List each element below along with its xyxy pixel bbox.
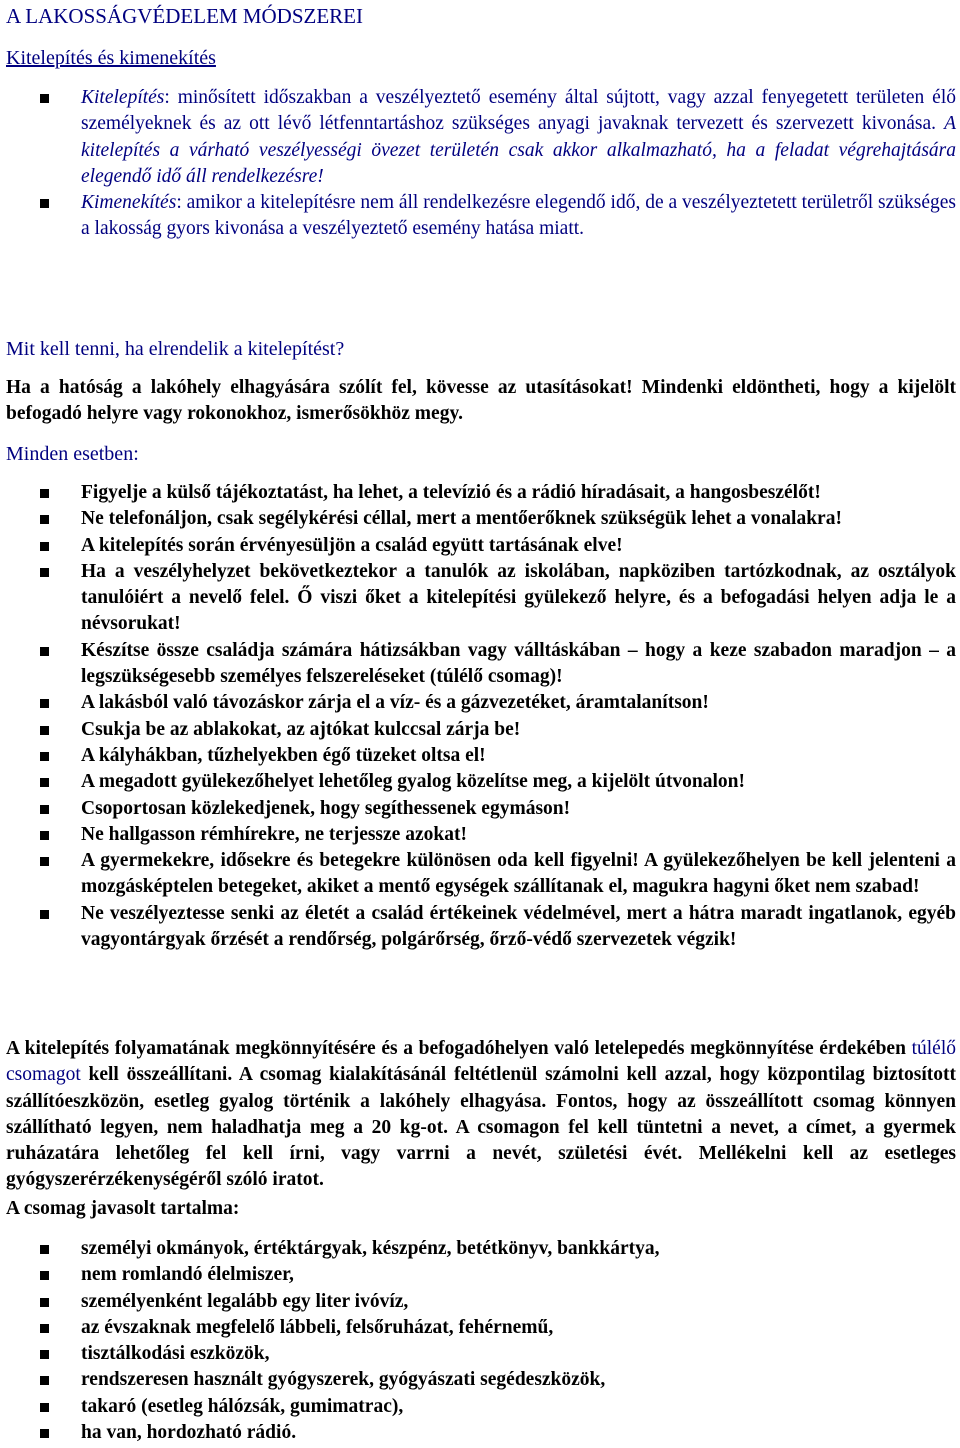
definition-item bbox=[6, 85, 956, 190]
list-item: Ne hallgasson rémhírekre, ne terjessze azokat! bbox=[6, 822, 956, 848]
list-item: ha van, hordozható rádió. bbox=[6, 1420, 956, 1446]
list-item: az évszaknak megfelelő lábbeli, felsőruházat, fehérnemű, bbox=[6, 1315, 956, 1341]
definition-text: : minősített időszakban a veszélyeztető esemény által sújtott, vagy azzal fenyegetett területen élő személyeknek és az ott lévő létfenntartáshoz szükséges anyagi javaknak tervezett és szervezett kivonása. bbox=[81, 87, 956, 135]
list-item: Csoportosan közlekedjenek, hogy segíthessenek egymáson! bbox=[6, 796, 956, 822]
every-case-label: Minden esetben: bbox=[6, 443, 139, 465]
list-item: Figyelje a külső tájékoztatást, ha lehet, a televízió és a rádió híradásait, a hangosbeszélőt! bbox=[6, 480, 956, 506]
package-paragraph-part1: A kitelepítés folyamatának megkönnyítésére és a befogadóhelyen való letelepedés megkönnyítése érdekében bbox=[6, 1038, 912, 1059]
list-item: személyenként legalább egy liter ivóvíz, bbox=[6, 1289, 956, 1315]
list-item: A megadott gyülekezőhelyet lehetőleg gyalog közelítse meg, a kijelölt útvonalon! bbox=[6, 769, 956, 795]
list-item: A kitelepítés során érvényesüljön a család együtt tartásának elve! bbox=[6, 533, 956, 559]
list-item: tisztálkodási eszközök, bbox=[6, 1341, 956, 1367]
definition-term: Kitelepítés bbox=[81, 87, 165, 108]
question-heading: Mit kell tenni, ha elrendelik a kitelepítést? bbox=[6, 338, 345, 360]
package-paragraph bbox=[6, 1036, 956, 1194]
definition-text: : amikor a kitelepítésre nem áll rendelkezésre elegendő idő, de a veszélyeztetett területről szükséges a lakosság gyors kivonása a veszélyeztető esemény hatása miatt. bbox=[81, 192, 956, 240]
list-item: Készítse össze családja számára hátizsákban vagy válltáskában – hogy a keze szabadon maradjon – a legszükségesebb személyes felszereléseket (túlélő csomag)! bbox=[6, 638, 956, 691]
definition-item bbox=[6, 190, 956, 243]
list-item: Ne veszélyeztesse senki az életét a család értékeinek védelmével, mert a hátra maradt ingatlanok, egyéb vagyontárgyak őrzését a rendőrség, polgárőrség, őrző-védő szervezetek végzik! bbox=[6, 901, 956, 954]
intro-paragraph: Ha a hatóság a lakóhely elhagyására szólít fel, kövesse az utasításokat! Mindenki eldöntheti, hogy a kijelölt befogadó helyre vagy rokonokhoz, ismerősökhöz megy. bbox=[6, 377, 956, 425]
list-item: rendszeresen használt gyógyszerek, gyógyászati segédeszközök, bbox=[6, 1367, 956, 1393]
list-item: Csukja be az ablakokat, az ajtókat kulccsal zárja be! bbox=[6, 717, 956, 743]
definition-list bbox=[6, 85, 956, 243]
list-item: Ha a veszélyhelyzet bekövetkeztekor a tanulók az iskolában, napköziben tartózkodnak, az osztályok tanulóiért a nevelő felel. Ő viszi őket a kitelepítési gyülekező helyre, és a befogadási helyen adja le a névsorukat! bbox=[6, 559, 956, 638]
package-item-list bbox=[6, 1236, 956, 1446]
list-item: A gyermekekre, idősekre és betegekre különösen oda kell figyelni! A gyülekezőhelyen be kell jelenteni a mozgásképtelen betegeket, akiket a mentő egységek szállítanak el, magukra hagyni őket nem szabad! bbox=[6, 848, 956, 901]
list-item: nem romlandó élelmiszer, bbox=[6, 1262, 956, 1288]
instruction-list bbox=[6, 480, 956, 953]
package-paragraph-part2: kell összeállítani. A csomag kialakításánál feltétlenül számolni kell azzal, hogy központilag biztosított szállítóeszközön, esetleg gyalog történik a lakóhely elhagyása. Fontos, hogy az összeállított csomag könnyen szállítható legyen, nem haladhatja meg a 20 kg-ot. A csomagon fel kell tüntetni a nevet, a címet, a gyermek ruházatára lehetőleg fel kell írni, vagy varrni a nevét, születési évét. Mellékelni kell az esetleges gyógyszerérzékenységéről szóló iratot. bbox=[6, 1064, 956, 1191]
section-subtitle: Kitelepítés és kimenekítés bbox=[6, 47, 216, 69]
page-title: A LAKOSSÁGVÉDELEM MÓDSZEREI bbox=[6, 4, 363, 28]
list-item: személyi okmányok, értéktárgyak, készpénz, betétkönyv, bankkártya, bbox=[6, 1236, 956, 1262]
list-item: Ne telefonáljon, csak segélykérési céllal, mert a mentőerőknek szükségük lehet a vonalakra! bbox=[6, 506, 956, 532]
list-item: A kályhákban, tűzhelyekben égő tüzeket oltsa el! bbox=[6, 743, 956, 769]
definition-term: Kimenekítés bbox=[81, 192, 177, 214]
package-contents-label: A csomag javasolt tartalma: bbox=[6, 1198, 240, 1219]
list-item: takaró (esetleg hálózsák, gumimatrac), bbox=[6, 1394, 956, 1420]
definition-note: A kitelepítés a várható veszélyességi övezet területén csak akkor alkalmazható, ha a feladat végrehajtására elegendő idő áll rendelkezésre! bbox=[81, 113, 956, 187]
list-item: A lakásból való távozáskor zárja el a víz- és a gázvezetéket, áramtalanítson! bbox=[6, 690, 956, 716]
survival-pack-term: túlélő csomagot bbox=[6, 1038, 956, 1086]
